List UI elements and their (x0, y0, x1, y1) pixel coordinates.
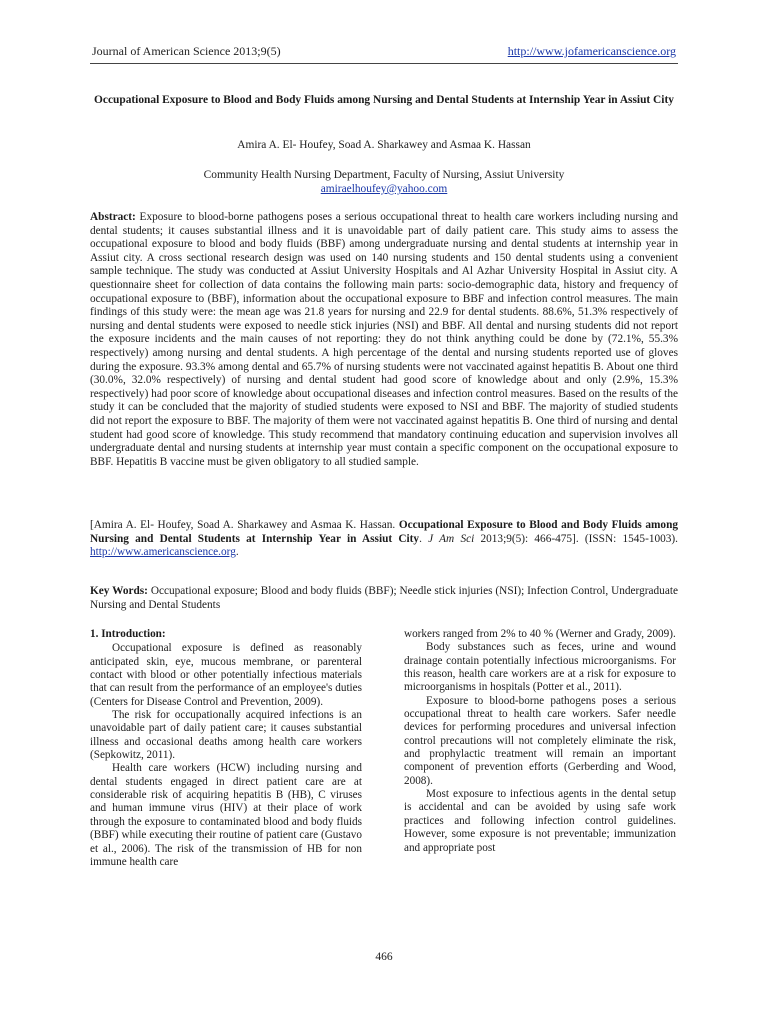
keywords-text: Occupational exposure; Blood and body fluids (BBF); Needle stick injuries (NSI); Infection Control, Undergraduate Nursing and Dental Students (90, 585, 678, 611)
abstract-text: Exposure to blood-borne pathogens poses a serious occupational threat to health care workers including nursing and dental students; it causes substantial illness and it is unavoidable part of daily patient care. This study aims to assess the occupational exposure to blood and body fluids (BBF) among undergraduate nursing and dental students at internship year in Assiut city. A cross sectional research design was used on 140 nursing students and 150 dental students using a convenient sample technique. The study was conducted at Assiut University Hospitals and Al Azhar University Hospital in Assiut city. A questionnaire sheet for collection of data contains the following main parts: socio-demographic data, history and frequency of occupational exposure to (BBF), information about the occupational exposure to BBF and infection control measures. The main findings of this study were: the mean age was 21.8 years for nursing and 22.9 for dental students. 88.6%, 51.3% respectively of nursing and dental students were exposed to needle stick injuries (NSI) and BBF. All dental and nursing students did not report the exposure incidents and the main causes of not reporting: they do not think anything could be done by (72.1%, 55.3% respectively) among nursing and dental students. A high percentage of the dental and nursing students reported use of gloves during the exposure. 93.3% among dental and 65.7% of nursing students were not vaccinated against hepatitis B. About one third (30.0%, 32.0% respectively) of nursing and dental student had good score of knowledge about and only (2.9%, 15.3% respectively) had poor score of knowledge about occupational diseases and infection control measures. Based on the results of the study it can be concluded that the majority of studied students were exposed to NSI and BBF. The majority of studied students did not report the exposure to BBF. The majority of them were not vaccinated against hepatitis B. One third of nursing and dental student had good score of knowledge. This study recommend that mandatory continuing education and supervision involves all undergraduate dental and nursing students at internship year must contain a specific component on the occupational exposure to BBF. Hepatitis B vaccine must be given obligatory to all studied sample. (90, 211, 678, 468)
author-list: Amira A. El- Houfey, Soad A. Sharkawey and Asmaa K. Hassan (237, 139, 531, 151)
section-heading-introduction: 1. Introduction: (90, 628, 166, 640)
paragraph: Body substances such as feces, urine and wound drainage contain potentially infectious microorganisms. For this reason, health care workers are at a risk for exposure to microorganisms in hospitals (Potter et al., 2011). (404, 641, 676, 694)
affiliation: Community Health Nursing Department, Faculty of Nursing, Assiut University (203, 169, 565, 181)
affiliation-block (90, 168, 678, 196)
journal-url-link[interactable]: http://www.jofamericanscience.org (507, 44, 676, 58)
paragraph: Health care workers (HCW) including nursing and dental students engaged in direct patient care are at considerable risk of acquiring hepatitis B (HB), C viruses and human immune virus (HIV) at their place of work through the exposure to contaminated blood and body fluids (BBF) while executing their routine of patient care (Gustavo et al., 2006). The risk of the transmission of HB for non immune health care (90, 762, 362, 868)
paragraph: Occupational exposure is defined as reasonably anticipated skin, eye, mucous membrane, or parenteral contact with blood or other potentially infectious materials that can result from the performance of an employee's duties (Centers for Disease Control and Prevention, 2009). (90, 642, 362, 708)
author-email-link[interactable]: amiraelhoufey@yahoo.com (320, 183, 448, 195)
running-header (92, 44, 676, 59)
journal-name: Journal of American Science 2013;9(5) (92, 44, 281, 58)
paragraph: The risk for occupationally acquired infections is an unavoidable part of daily patient care; it causes substantial illness and occasional deaths among health care workers (Sepkowitz, 2011). (90, 709, 362, 762)
column-left (90, 628, 362, 869)
page-number: 466 (375, 951, 393, 963)
citation-prefix: [Amira A. El- Houfey, Soad A. Sharkawey and Asmaa K. Hassan. (90, 519, 396, 531)
abstract (90, 211, 678, 469)
article-title: Occupational Exposure to Blood and Body Fluids among Nursing and Dental Students at Internship Year in Assiut City (94, 94, 674, 106)
citation-link[interactable]: http://www.americanscience.org (90, 546, 236, 559)
citation-suffix: 2013;9(5): 466-475]. (ISSN: 1545-1003). (480, 532, 679, 545)
keywords (90, 585, 678, 612)
paragraph: Most exposure to infectious agents in the dental setup is accidental and can be avoided by using safe work practices and following infection control guidelines. However, some exposure is not preventable; immunization and appropriate post (404, 788, 676, 854)
abstract-label: Abstract: (90, 211, 136, 223)
citation: [Amira A. El- Houfey, Soad A. Sharkawey and Asmaa K. Hassan. Occupational Exposure to Blood and Body Fluids among Nursing and Dental Students at Internship Year in Assiut City. J Am Sci 2013;9(5): 466-475]. (ISSN: 1545-1003). http://www.americanscience.org. (90, 519, 679, 559)
keywords-label: Key Words: (90, 585, 148, 597)
citation-title: Occupational Exposure to Blood and Body Fluids among Nursing and Dental Students at Internship Year in Assiut City (90, 519, 679, 545)
column-right (404, 628, 676, 855)
citation-journal: J Am Sci (428, 532, 475, 545)
paragraph: Exposure to blood-borne pathogens poses a serious occupational threat to health care workers. Safer needle devices for performing procedures and universal infection control precautions will not completely eliminate the risk, and prophylactic treatment will remain an important component of prevention efforts (Gerberding and Wood, 2008). (404, 694, 676, 787)
header-divider (90, 63, 678, 64)
paragraph-continuation: workers ranged from 2% to 40 % (Werner and Grady, 2009). (404, 628, 676, 640)
